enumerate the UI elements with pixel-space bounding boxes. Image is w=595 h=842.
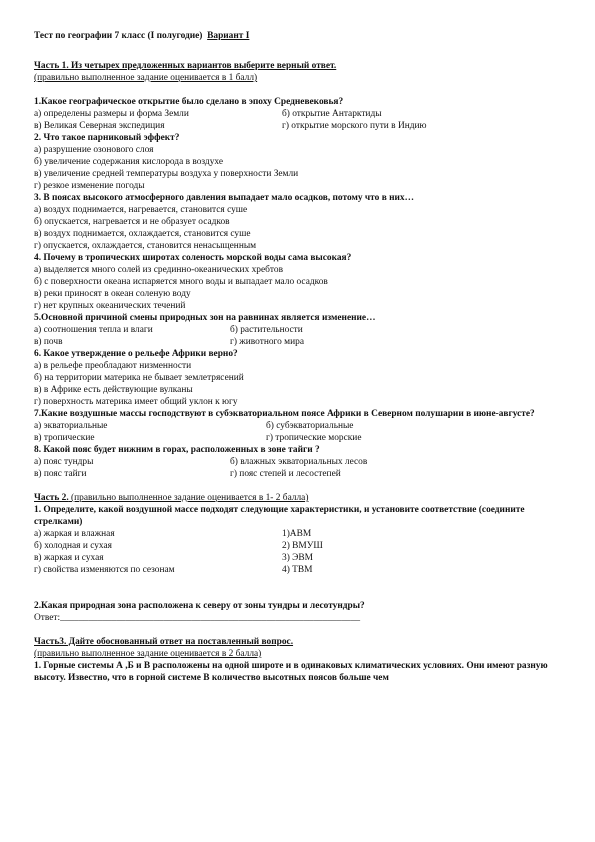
q5-text: 5.Основной причиной смены природных зон на равнинах является изменение… <box>34 313 376 323</box>
q7-row-1 <box>34 420 571 432</box>
p2-q2-answer-line[interactable]: Ответ:________________________________________________________________ <box>34 613 361 623</box>
q1-row-1 <box>34 108 571 120</box>
q7-row-2 <box>34 432 571 444</box>
q5-row-1 <box>34 324 571 336</box>
q2-option: в) увеличение средней температуры воздуха у поверхности Земли <box>34 169 299 179</box>
q8-option-a: а) пояс тундры <box>34 457 94 467</box>
part2-note: (правильно выполненное задание оценивается в 1- 2 балла) <box>68 493 309 503</box>
p2-q1-left-item: а) жаркая и влажная <box>34 529 115 539</box>
part3-note: (правильно выполненное задание оценивается в 2 балла) <box>34 649 262 659</box>
p2-q2-text: 2.Какая природная зона расположена к северу от зоны тундры и лесотундры? <box>34 601 365 611</box>
q2-option: а) разрушение озонового слоя <box>34 145 154 155</box>
q7-option-b: б) субэкваториальные <box>266 421 354 431</box>
part2-heading: Часть 2. <box>34 493 69 503</box>
q7-text: 7.Какие воздушные массы господствуют в субэкваториальном поясе Африки в Северном полушарии в июне-августе? <box>34 409 535 419</box>
q7-option-a: а) экваториальные <box>34 421 108 431</box>
q8-option-c: в) пояс тайги <box>34 469 87 479</box>
q4-option: в) реки приносят в океан соленую воду <box>34 289 191 299</box>
q1-row-2 <box>34 120 571 132</box>
q8-row-2 <box>34 468 571 480</box>
q8-option-b: б) влажных экваториальных лесов <box>230 457 368 467</box>
p2-q1-right-item: 4) ТВМ <box>282 565 313 575</box>
q3-option: а) воздух поднимается, нагревается, становится суше <box>34 205 248 215</box>
q1-text: 1.Какое географическое открытие было сделано в эпоху Средневековья? <box>34 97 344 107</box>
q1-option-c: в) Великая Северная экспедиция <box>34 121 165 131</box>
p2-q1-left-item: г) свойства изменяются по сезонам <box>34 565 175 575</box>
q8-row-1 <box>34 456 571 468</box>
q6-option: г) поверхность материка имеет общий уклон к югу <box>34 397 238 407</box>
p2-q1-left-item: в) жаркая и сухая <box>34 553 104 563</box>
q6-option: а) в рельефе преобладают низменности <box>34 361 192 371</box>
q5-option-a: а) соотношения тепла и влаги <box>34 325 153 335</box>
q4-option: г) нет крупных океанических течений <box>34 301 186 311</box>
q4-option: б) с поверхности океана испаряется много воды и выпадает мало осадков <box>34 277 328 287</box>
q4-option: а) выделяется много солей из срединно-океанических хребтов <box>34 265 283 275</box>
title-main: Тест по географии 7 класс (I полугодие) <box>34 31 203 41</box>
q8-text: 8. Какой пояс будет нижним в горах, расположенных в зоне тайги ? <box>34 445 320 455</box>
part3-heading: Часть3. Дайте обоснованный ответ на поставленный вопрос. <box>34 637 294 647</box>
p2-q1-left-item: б) холодная и сухая <box>34 541 112 551</box>
q2-option: б) увеличение содержания кислорода в воздухе <box>34 157 223 167</box>
q1-option-a: а) определены размеры и форма Земли <box>34 109 189 119</box>
q2-text: 2. Что такое парниковый эффект? <box>34 133 180 143</box>
part2-heading-line <box>34 492 571 504</box>
q5-option-b: б) растительности <box>230 325 303 335</box>
p2-q1-row <box>34 552 571 564</box>
q5-option-c: в) почв <box>34 337 63 347</box>
q3-option: б) опускается, нагревается и не образует осадков <box>34 217 230 227</box>
q1-option-b: б) открытие Антарктиды <box>282 109 382 119</box>
q6-option: б) на территории материка не бывает землетрясений <box>34 373 244 383</box>
q8-option-d: г) пояс степей и лесостепей <box>230 469 341 479</box>
part1-heading: Часть 1. Из четырех предложенных вариантов выберите верный ответ. <box>34 61 337 71</box>
q5-option-d: г) животного мира <box>230 337 304 347</box>
p2-q1-right-item: 3) ЭВМ <box>282 553 313 563</box>
p3-q1-text: 1. Горные системы А ,Б и В расположены на одной широте и в одинаковых климатических условиях. Они имеют разную высоту. Известно, что в горной системе В количество высотных поясов больше чем <box>34 661 548 683</box>
part1-note: (правильно выполненное задание оценивается в 1 балл) <box>34 73 258 83</box>
q6-option: в) в Африке есть действующие вулканы <box>34 385 193 395</box>
q3-text: 3. В поясах высокого атмосферного давления выпадает мало осадков, потому что в них… <box>34 193 414 203</box>
p2-q1-right-item: 1)АВМ <box>282 529 312 539</box>
q1-option-d: г) открытие морского пути в Индию <box>282 121 427 131</box>
p2-q1-row <box>34 528 571 540</box>
p2-q1-right-item: 2) ВМУШ <box>282 541 323 551</box>
p2-q1-text: 1. Определите, какой воздушной массе подходят следующие характеристики, и установите соответствие (соедините стрелками) <box>34 505 525 527</box>
q5-row-2 <box>34 336 571 348</box>
q3-option: в) воздух поднимается, охлаждается, становится суше <box>34 229 251 239</box>
q2-option: г) резкое изменение погоды <box>34 181 145 191</box>
q3-option: г) опускается, охлаждается, становится ненасыщенным <box>34 241 257 251</box>
p2-q1-row <box>34 540 571 552</box>
q6-text: 6. Какое утверждение о рельефе Африки верно? <box>34 349 238 359</box>
page-title <box>34 30 571 42</box>
p2-q1-row <box>34 564 571 576</box>
q4-text: 4. Почему в тропических широтах соленость морской воды сама высокая? <box>34 253 352 263</box>
q7-option-d: г) тропические морские <box>266 433 362 443</box>
q7-option-c: в) тропические <box>34 433 95 443</box>
title-variant: Вариант I <box>207 31 250 41</box>
